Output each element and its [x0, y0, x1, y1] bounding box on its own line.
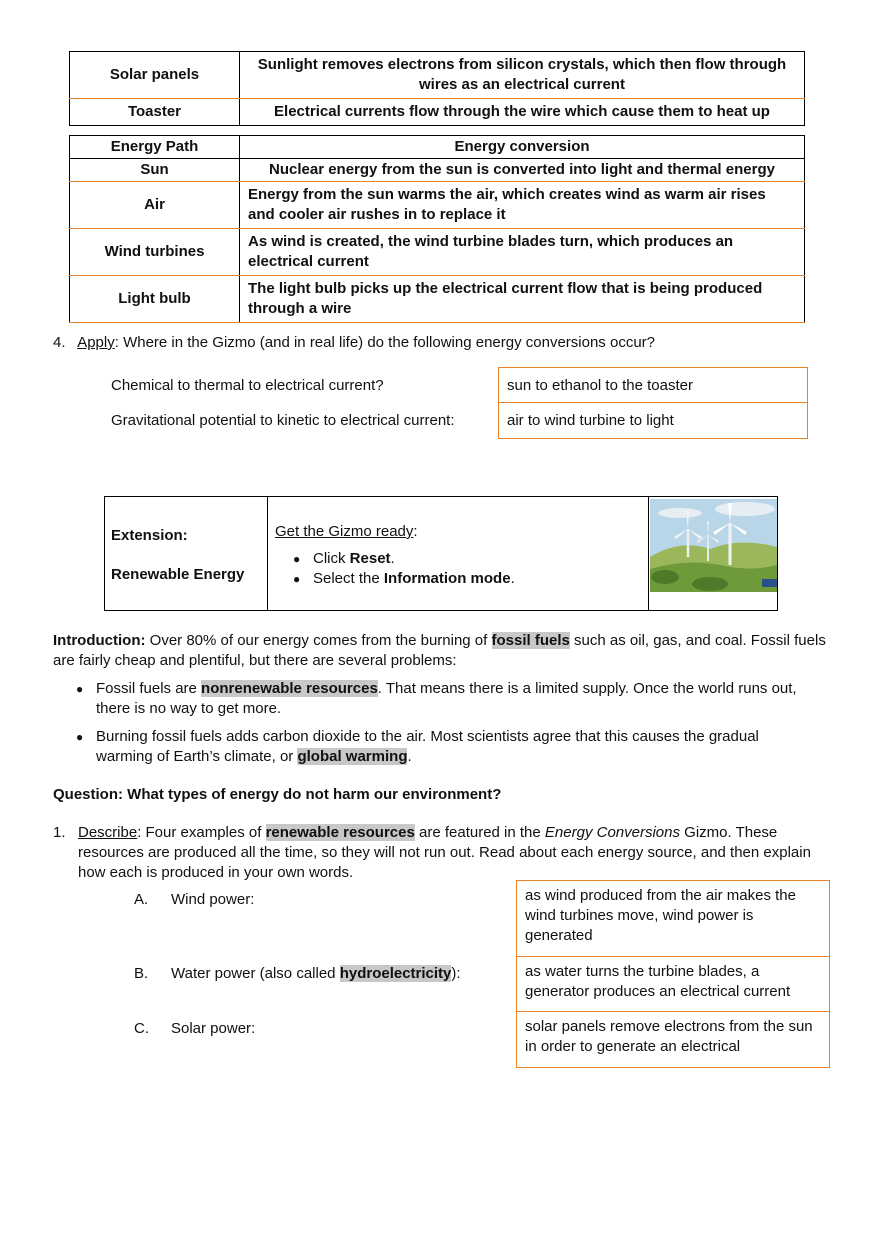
question-number: 4. — [53, 334, 66, 351]
q4-item-label: Gravitational potential to kinetic to electrical current: — [111, 412, 455, 429]
conversion-table-devices — [69, 51, 805, 126]
table-cell-desc: The light bulb picks up the electrical current flow that is being produced through a wire — [240, 276, 805, 323]
question-text: Gizmo. These resources are produced all the time, so they will not run out. Read about each energy source, and then explain how each is produced in your own words. — [78, 824, 811, 881]
bullet-text: . That means there is a limited supply. Once the world runs out, there is no way to get more. — [96, 680, 797, 717]
table-cell-desc: Nuclear energy from the sun is converted into light and thermal energy — [240, 159, 805, 182]
table-cell-desc: As wind is created, the wind turbine blades turn, which produces an electrical current — [240, 229, 805, 276]
question-4 — [53, 333, 853, 353]
extension-ready — [275, 522, 418, 542]
energy-path-table — [69, 135, 805, 323]
table-cell-label: Solar panels — [70, 52, 240, 99]
step-text: . — [510, 570, 515, 587]
introduction-paragraph — [53, 631, 833, 671]
table-cell-label: Sun — [70, 159, 240, 182]
question-verb: Describe — [78, 824, 138, 841]
extension-divider — [648, 497, 649, 610]
table-header-conversion: Energy conversion — [240, 136, 805, 159]
step-reset — [293, 549, 515, 569]
step-text: . — [390, 550, 395, 567]
answer-field[interactable]: as wind produced from the air makes the wind turbines move, wind power is generated — [516, 880, 830, 957]
question-heading: Question: What types of energy do not harm our environment? — [53, 786, 502, 803]
information-mode-label: Information mode — [383, 570, 511, 587]
bullet-nonrenewable — [76, 679, 811, 719]
question-text: are featured in the — [414, 824, 545, 841]
table-cell-desc: Electrical currents flow through the wire which cause them to heat up — [240, 99, 805, 126]
q4-item-label: Chemical to thermal to electrical current? — [111, 377, 384, 394]
ready-heading: Get the Gizmo ready — [275, 523, 414, 540]
reset-label: Reset — [349, 550, 391, 567]
step-information — [293, 569, 515, 589]
question-text: : Four examples of — [137, 824, 266, 841]
term-fossil-fuels: fossil fuels — [491, 632, 570, 649]
table-cell-label: Wind turbines — [70, 229, 240, 276]
item-label: Wind power: — [171, 891, 255, 908]
item-label — [171, 964, 461, 984]
table-cell-label: Toaster — [70, 99, 240, 126]
extension-steps — [293, 549, 515, 589]
table-cell-desc: Energy from the sun warms the air, which creates wind as warm air rises and cooler air rushes in to replace it — [240, 182, 805, 229]
intro-bullets — [76, 679, 811, 767]
step-text: Click — [313, 550, 350, 567]
term-global-warming: global warming — [297, 748, 408, 765]
bullet-text: . — [407, 748, 412, 765]
ready-colon: : — [413, 523, 418, 540]
term-hydroelectricity: hydroelectricity — [339, 965, 452, 982]
answer-field[interactable]: sun to ethanol to the toaster — [498, 367, 808, 403]
extension-divider — [267, 497, 268, 610]
question-prompt: : Where in the Gizmo (and in real life) do the following energy conversions occur? — [114, 334, 655, 351]
bullet-text: Burning fossil fuels adds carbon dioxide to the air. Most scientists agree that this causes the gradual warming of Earth’s climate, or — [96, 728, 759, 765]
intro-label: Introduction: — [53, 632, 146, 649]
table-cell-desc: Sunlight removes electrons from silicon crystals, which then flow through wires as an electrical current — [240, 52, 805, 99]
answer-field[interactable]: air to wind turbine to light — [498, 402, 808, 439]
label-text: ): — [451, 965, 461, 982]
bullet-global-warming — [76, 727, 811, 767]
answer-field[interactable]: as water turns the turbine blades, a generator produces an electrical current — [516, 956, 830, 1012]
item-label: Solar power: — [171, 1020, 256, 1037]
question-1-text — [78, 823, 826, 883]
intro-text: Over 80% of our energy comes from the burning of — [145, 632, 492, 649]
gizmo-name: Energy Conversions — [544, 824, 680, 841]
term-nonrenewable: nonrenewable resources — [201, 680, 378, 697]
question-verb: Apply — [77, 334, 115, 351]
wind-turbine-illustration — [650, 499, 777, 592]
wind-turbine-image — [650, 499, 777, 592]
table-cell-label: Light bulb — [70, 276, 240, 323]
extension-subtitle: Renewable Energy — [111, 566, 245, 583]
item-letter: C. — [134, 1020, 149, 1037]
table-cell-label: Air — [70, 182, 240, 229]
term-renewable: renewable resources — [265, 824, 415, 841]
step-text: Select the — [313, 570, 384, 587]
table-header-path: Energy Path — [70, 136, 240, 159]
answer-field[interactable]: solar panels remove electrons from the sun in order to generate an electrical — [516, 1011, 830, 1068]
item-letter: B. — [134, 965, 149, 982]
item-letter: A. — [134, 891, 149, 908]
extension-title: Extension: — [111, 527, 188, 544]
intro-text: such as oil, gas, and coal. Fossil fuels are fairly cheap and plentiful, but there are several problems: — [53, 632, 826, 669]
bullet-text: Fossil fuels are — [96, 680, 202, 697]
label-text: Water power (also called — [171, 965, 340, 982]
question-number: 1. — [53, 824, 66, 841]
extension-box — [104, 496, 778, 611]
